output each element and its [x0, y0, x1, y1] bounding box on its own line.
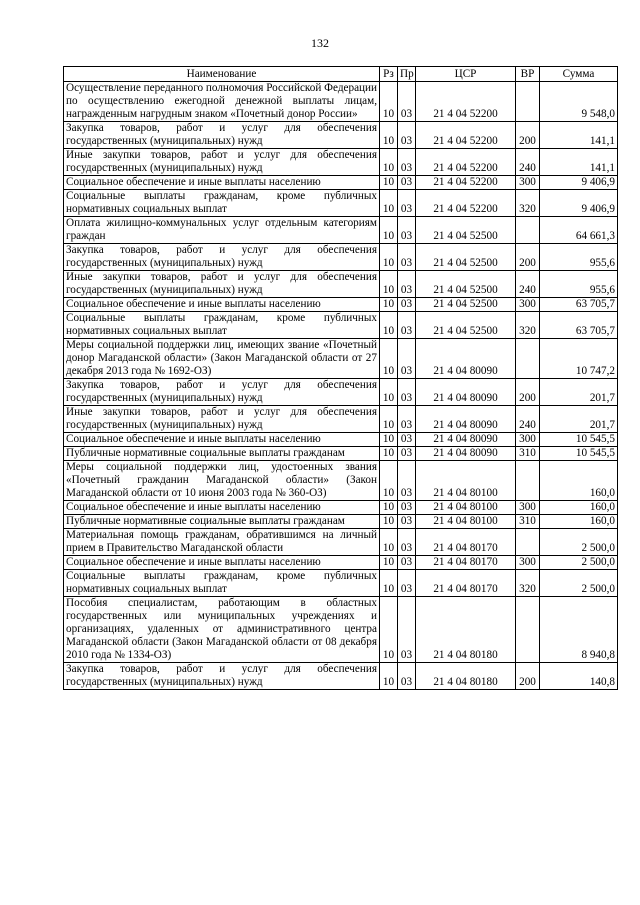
cell-rz: 10	[380, 190, 398, 217]
cell-vr	[516, 529, 540, 556]
table-row	[64, 461, 618, 501]
table-body	[64, 82, 618, 690]
cell-sum: 9 406,9	[540, 176, 618, 190]
cell-rz: 10	[380, 298, 398, 312]
cell-csr: 21 4 04 80180	[416, 663, 516, 690]
table-row	[64, 529, 618, 556]
cell-rz: 10	[380, 176, 398, 190]
table-row	[64, 122, 618, 149]
cell-csr: 21 4 04 80170	[416, 556, 516, 570]
cell-csr: 21 4 04 80100	[416, 515, 516, 529]
cell-pr: 03	[398, 82, 416, 122]
cell-csr: 21 4 04 80100	[416, 461, 516, 501]
cell-name: Социальные выплаты гражданам, кроме публичных нормативных социальных выплат	[64, 570, 380, 597]
cell-name: Меры социальной поддержки лиц, имеющих звание «Почетный донор Магаданской области» (Закон Магаданской области от 27 декабря 2013 года № 1692-ОЗ)	[64, 339, 380, 379]
cell-rz: 10	[380, 556, 398, 570]
cell-vr: 300	[516, 556, 540, 570]
header-sum: Сумма	[540, 67, 618, 82]
cell-pr: 03	[398, 570, 416, 597]
cell-rz: 10	[380, 597, 398, 663]
cell-csr: 21 4 04 80170	[416, 570, 516, 597]
cell-csr: 21 4 04 52500	[416, 298, 516, 312]
cell-pr: 03	[398, 190, 416, 217]
cell-vr: 200	[516, 244, 540, 271]
cell-rz: 10	[380, 217, 398, 244]
cell-vr: 310	[516, 515, 540, 529]
cell-pr: 03	[398, 433, 416, 447]
cell-pr: 03	[398, 663, 416, 690]
cell-rz: 10	[380, 515, 398, 529]
table-row	[64, 379, 618, 406]
cell-rz: 10	[380, 447, 398, 461]
cell-csr: 21 4 04 52200	[416, 122, 516, 149]
cell-name: Социальные выплаты гражданам, кроме публичных нормативных социальных выплат	[64, 312, 380, 339]
cell-pr: 03	[398, 244, 416, 271]
cell-vr: 310	[516, 447, 540, 461]
cell-sum: 63 705,7	[540, 312, 618, 339]
cell-pr: 03	[398, 597, 416, 663]
table-row	[64, 244, 618, 271]
cell-rz: 10	[380, 379, 398, 406]
cell-vr	[516, 82, 540, 122]
cell-pr: 03	[398, 501, 416, 515]
cell-sum: 10 545,5	[540, 433, 618, 447]
cell-vr: 320	[516, 312, 540, 339]
cell-pr: 03	[398, 176, 416, 190]
cell-sum: 63 705,7	[540, 298, 618, 312]
cell-sum: 955,6	[540, 244, 618, 271]
cell-rz: 10	[380, 244, 398, 271]
cell-name: Меры социальной поддержки лиц, удостоенных звания «Почетный гражданин Магаданской области» (Закон Магаданской области от 10 июня 2003 года № 360-ОЗ)	[64, 461, 380, 501]
cell-vr: 240	[516, 406, 540, 433]
cell-name: Оплата жилищно-коммунальных услуг отдельным категориям граждан	[64, 217, 380, 244]
header-name: Наименование	[64, 67, 380, 82]
cell-sum: 2 500,0	[540, 570, 618, 597]
cell-vr: 300	[516, 433, 540, 447]
cell-vr: 240	[516, 271, 540, 298]
cell-csr: 21 4 04 52200	[416, 176, 516, 190]
cell-csr: 21 4 04 80100	[416, 501, 516, 515]
table-row	[64, 597, 618, 663]
cell-csr: 21 4 04 80090	[416, 433, 516, 447]
cell-sum: 64 661,3	[540, 217, 618, 244]
cell-name: Социальное обеспечение и иные выплаты населению	[64, 176, 380, 190]
cell-pr: 03	[398, 447, 416, 461]
cell-sum: 8 940,8	[540, 597, 618, 663]
cell-csr: 21 4 04 52200	[416, 82, 516, 122]
cell-name: Социальное обеспечение и иные выплаты населению	[64, 556, 380, 570]
table-row	[64, 190, 618, 217]
table-row	[64, 501, 618, 515]
cell-pr: 03	[398, 515, 416, 529]
cell-sum: 9 406,9	[540, 190, 618, 217]
cell-name: Иные закупки товаров, работ и услуг для обеспечения государственных (муниципальных) нужд	[64, 271, 380, 298]
cell-rz: 10	[380, 663, 398, 690]
cell-name: Иные закупки товаров, работ и услуг для обеспечения государственных (муниципальных) нужд	[64, 406, 380, 433]
cell-name: Социальное обеспечение и иные выплаты населению	[64, 433, 380, 447]
cell-name: Публичные нормативные социальные выплаты гражданам	[64, 515, 380, 529]
budget-table	[63, 66, 618, 690]
cell-pr: 03	[398, 271, 416, 298]
cell-name: Закупка товаров, работ и услуг для обеспечения государственных (муниципальных) нужд	[64, 122, 380, 149]
cell-name: Иные закупки товаров, работ и услуг для обеспечения государственных (муниципальных) нужд	[64, 149, 380, 176]
cell-rz: 10	[380, 406, 398, 433]
cell-csr: 21 4 04 52500	[416, 217, 516, 244]
cell-rz: 10	[380, 271, 398, 298]
cell-sum: 10 747,2	[540, 339, 618, 379]
cell-rz: 10	[380, 122, 398, 149]
cell-vr: 300	[516, 176, 540, 190]
cell-rz: 10	[380, 501, 398, 515]
cell-sum: 2 500,0	[540, 556, 618, 570]
table-row	[64, 339, 618, 379]
cell-rz: 10	[380, 149, 398, 176]
cell-vr	[516, 339, 540, 379]
cell-name: Материальная помощь гражданам, обратившимся на личный прием в Правительство Магаданской области	[64, 529, 380, 556]
table-header-row	[64, 67, 618, 82]
header-pr: Пр	[398, 67, 416, 82]
cell-vr: 300	[516, 501, 540, 515]
cell-name: Закупка товаров, работ и услуг для обеспечения государственных (муниципальных) нужд	[64, 379, 380, 406]
cell-sum: 2 500,0	[540, 529, 618, 556]
cell-csr: 21 4 04 52200	[416, 190, 516, 217]
cell-csr: 21 4 04 80090	[416, 447, 516, 461]
cell-sum: 201,7	[540, 406, 618, 433]
cell-vr	[516, 597, 540, 663]
table-row	[64, 570, 618, 597]
cell-sum: 160,0	[540, 515, 618, 529]
cell-name: Социальные выплаты гражданам, кроме публичных нормативных социальных выплат	[64, 190, 380, 217]
header-rz: Рз	[380, 67, 398, 82]
cell-name: Пособия специалистам, работающим в областных государственных или муниципальных учреждениях и организациях, удаленных от административного центра Магаданской области (Закон Магаданской области от 08 декабря 2010 года № 1334-ОЗ)	[64, 597, 380, 663]
cell-csr: 21 4 04 80090	[416, 379, 516, 406]
cell-sum: 955,6	[540, 271, 618, 298]
cell-vr	[516, 217, 540, 244]
cell-vr: 320	[516, 570, 540, 597]
table-row	[64, 447, 618, 461]
cell-sum: 9 548,0	[540, 82, 618, 122]
cell-rz: 10	[380, 339, 398, 379]
cell-name: Осуществление переданного полномочия Российской Федерации по осуществлению ежегодной денежной выплаты лицам, награжденным нагрудным знаком «Почетный донор России»	[64, 82, 380, 122]
cell-name: Публичные нормативные социальные выплаты гражданам	[64, 447, 380, 461]
cell-vr: 240	[516, 149, 540, 176]
cell-pr: 03	[398, 461, 416, 501]
cell-csr: 21 4 04 80090	[416, 339, 516, 379]
cell-pr: 03	[398, 406, 416, 433]
table-row	[64, 663, 618, 690]
cell-rz: 10	[380, 433, 398, 447]
cell-sum: 10 545,5	[540, 447, 618, 461]
cell-rz: 10	[380, 570, 398, 597]
cell-rz: 10	[380, 312, 398, 339]
table-row	[64, 82, 618, 122]
cell-sum: 201,7	[540, 379, 618, 406]
table-row	[64, 298, 618, 312]
cell-csr: 21 4 04 80170	[416, 529, 516, 556]
cell-csr: 21 4 04 52500	[416, 312, 516, 339]
cell-sum: 160,0	[540, 461, 618, 501]
cell-pr: 03	[398, 379, 416, 406]
cell-csr: 21 4 04 80180	[416, 597, 516, 663]
table-row	[64, 312, 618, 339]
cell-vr: 300	[516, 298, 540, 312]
cell-vr: 200	[516, 663, 540, 690]
table-row	[64, 556, 618, 570]
cell-sum: 141,1	[540, 149, 618, 176]
cell-pr: 03	[398, 556, 416, 570]
cell-name: Закупка товаров, работ и услуг для обеспечения государственных (муниципальных) нужд	[64, 663, 380, 690]
header-csr: ЦСР	[416, 67, 516, 82]
cell-vr: 320	[516, 190, 540, 217]
cell-pr: 03	[398, 339, 416, 379]
cell-csr: 21 4 04 80090	[416, 406, 516, 433]
cell-csr: 21 4 04 52500	[416, 244, 516, 271]
cell-sum: 140,8	[540, 663, 618, 690]
cell-pr: 03	[398, 312, 416, 339]
cell-pr: 03	[398, 529, 416, 556]
cell-rz: 10	[380, 82, 398, 122]
cell-pr: 03	[398, 217, 416, 244]
cell-pr: 03	[398, 298, 416, 312]
cell-pr: 03	[398, 149, 416, 176]
cell-name: Социальное обеспечение и иные выплаты населению	[64, 298, 380, 312]
table-row	[64, 515, 618, 529]
table-row	[64, 217, 618, 244]
page-number: 132	[311, 36, 329, 50]
cell-vr	[516, 461, 540, 501]
table-row	[64, 406, 618, 433]
cell-sum: 141,1	[540, 122, 618, 149]
cell-vr: 200	[516, 379, 540, 406]
table-row	[64, 149, 618, 176]
cell-name: Социальное обеспечение и иные выплаты населению	[64, 501, 380, 515]
table-row	[64, 433, 618, 447]
cell-csr: 21 4 04 52500	[416, 271, 516, 298]
table-row	[64, 271, 618, 298]
cell-name: Закупка товаров, работ и услуг для обеспечения государственных (муниципальных) нужд	[64, 244, 380, 271]
cell-rz: 10	[380, 529, 398, 556]
cell-csr: 21 4 04 52200	[416, 149, 516, 176]
cell-pr: 03	[398, 122, 416, 149]
table-row	[64, 176, 618, 190]
cell-sum: 160,0	[540, 501, 618, 515]
cell-rz: 10	[380, 461, 398, 501]
cell-vr: 200	[516, 122, 540, 149]
header-vr: ВР	[516, 67, 540, 82]
